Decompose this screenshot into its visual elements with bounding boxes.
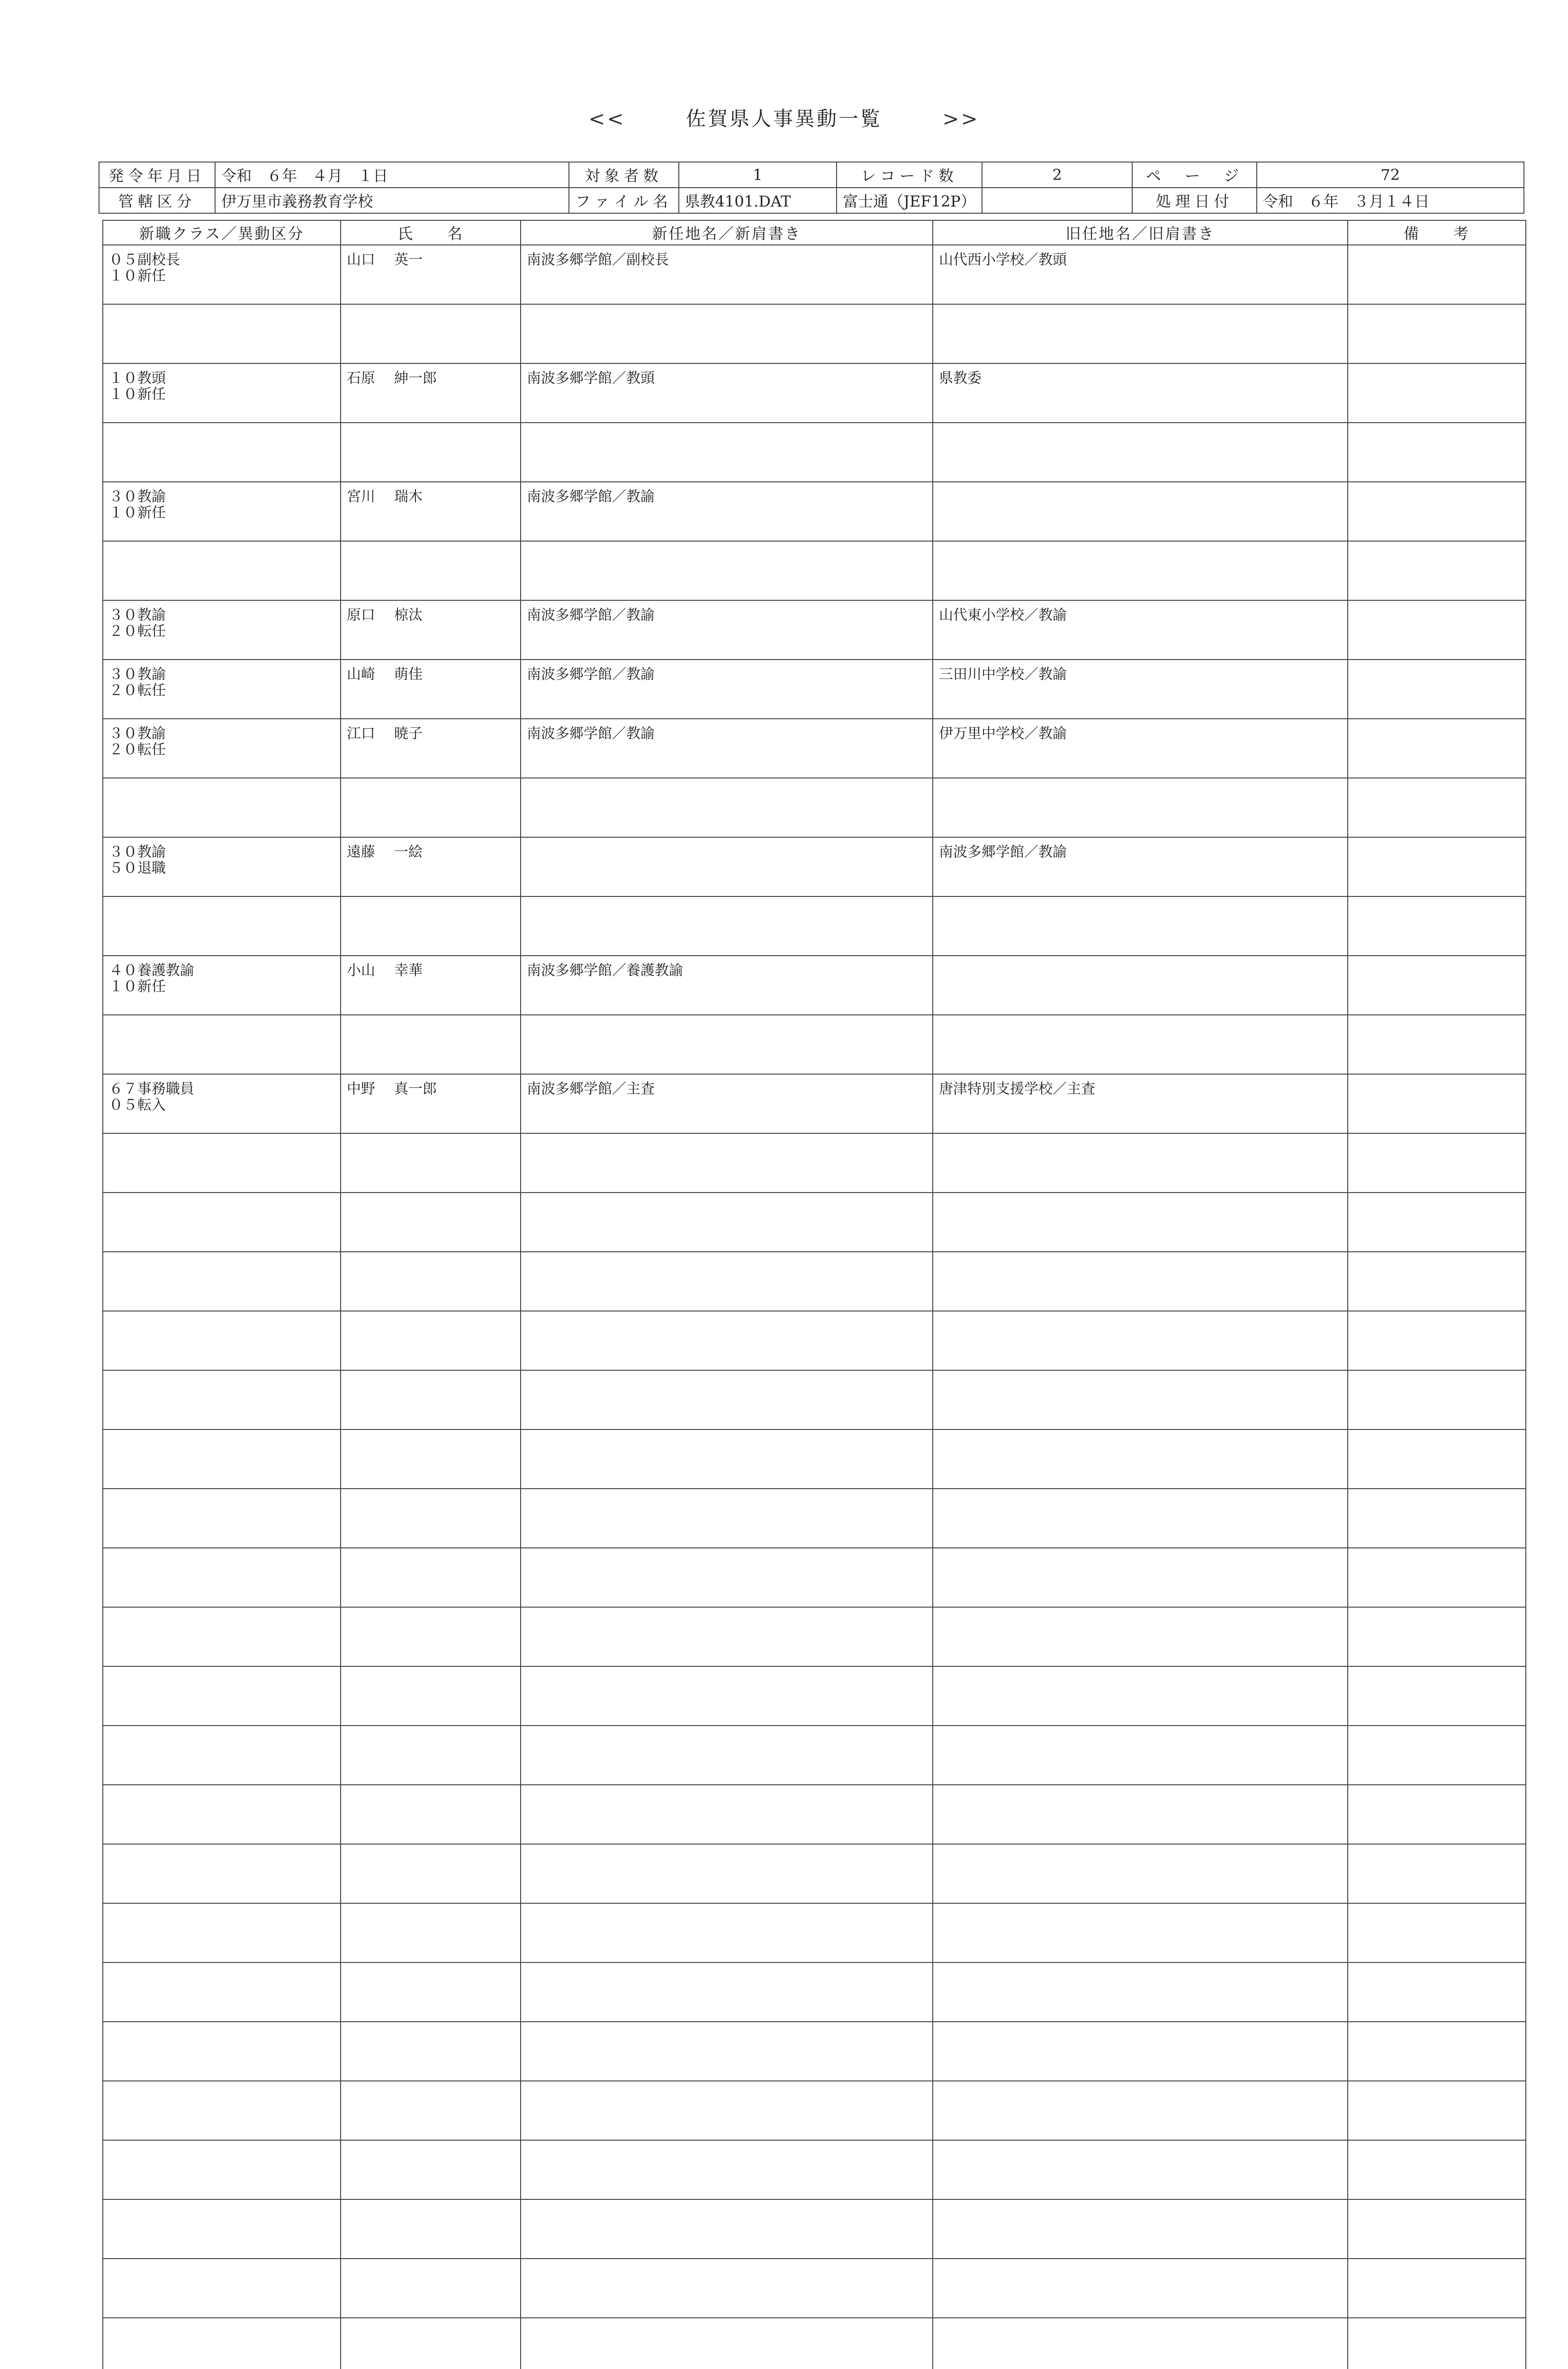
old-post-cell [933, 1489, 1348, 1548]
transfer-kind: ５０退職 [109, 860, 166, 877]
class-cell [103, 245, 341, 304]
class-cell [103, 1903, 341, 1962]
table-row [103, 541, 1526, 600]
col-header-class: 新職クラス／異動区分 [103, 220, 341, 245]
class-cell [103, 2022, 341, 2081]
new-post-cell [521, 423, 933, 482]
table-row [103, 719, 1526, 778]
header-row-2 [99, 188, 1524, 213]
remarks-cell [1348, 660, 1526, 719]
table-row [103, 423, 1526, 482]
title-text: 佐賀県人事異動一覧 [685, 107, 882, 130]
surname: 宮川 [347, 488, 375, 505]
name-cell [341, 2318, 521, 2369]
table-row [103, 1607, 1526, 1666]
remarks-cell [1348, 1548, 1526, 1607]
new-post-cell [521, 2318, 933, 2369]
issue-date-label: 発令年月日 [99, 162, 215, 188]
transfer-kind: １０新任 [109, 978, 166, 995]
remarks-cell [1348, 837, 1526, 896]
new-post-cell [521, 1548, 933, 1607]
class-cell [103, 1548, 341, 1607]
name-cell [341, 1548, 521, 1607]
remarks-cell [1348, 1311, 1526, 1370]
name-cell [341, 541, 521, 600]
name-cell [341, 1429, 521, 1489]
class-cell [103, 1607, 341, 1666]
new-post-cell [521, 1252, 933, 1311]
process-date-value: 令和 ６年 ３月１４日 [1257, 188, 1524, 213]
old-post-cell [933, 1785, 1348, 1844]
class-cell [103, 2199, 341, 2259]
class-cell [103, 1074, 341, 1133]
remarks-cell [1348, 1666, 1526, 1726]
name-cell [341, 896, 521, 956]
given-name: 英一 [394, 252, 423, 268]
col-header-old-post: 旧任地名／旧肩書き [933, 220, 1348, 245]
class-cell [103, 1962, 341, 2022]
header-row-1 [99, 162, 1524, 188]
name-cell [341, 1726, 521, 1785]
table-row [103, 2022, 1526, 2081]
class-cell [103, 1311, 341, 1370]
class-cell [103, 1785, 341, 1844]
old-post-cell [933, 896, 1348, 956]
column-header-row [103, 220, 1526, 245]
given-name: 一絵 [394, 844, 423, 860]
old-post-cell [933, 423, 1348, 482]
class-cell [103, 363, 341, 423]
class-cell [103, 956, 341, 1015]
name-cell [341, 1489, 521, 1548]
class-cell [103, 1666, 341, 1726]
new-post-cell [521, 1726, 933, 1785]
new-post-cell [521, 1666, 933, 1726]
job-class: ０５副校長 [109, 252, 180, 268]
remarks-cell [1348, 1252, 1526, 1311]
page-label: ペ ー ジ [1132, 162, 1256, 188]
table-row [103, 1074, 1526, 1133]
remarks-cell [1348, 304, 1526, 363]
col-header-remarks: 備 考 [1348, 220, 1526, 245]
transfer-kind: １０新任 [109, 268, 166, 284]
name-cell [341, 245, 521, 304]
new-post-cell: 南波多郷学館／主査 [521, 1074, 933, 1133]
name-cell [341, 423, 521, 482]
remarks-cell [1348, 1074, 1526, 1133]
old-post-cell [933, 778, 1348, 837]
job-class: ３０教諭 [109, 725, 166, 742]
class-cell [103, 482, 341, 541]
old-post-cell [933, 2022, 1348, 2081]
old-post-cell [933, 2259, 1348, 2318]
issue-date-value: 令和 ６年 ４月 １日 [215, 162, 568, 188]
name-cell [341, 956, 521, 1015]
class-cell [103, 1193, 341, 1252]
target-count-label: 対象者数 [569, 162, 679, 188]
job-class: ３０教諭 [109, 666, 166, 683]
name-cell [341, 2081, 521, 2140]
col-header-new-post: 新任地名／新肩書き [521, 220, 933, 245]
job-class: １０教頭 [109, 370, 166, 387]
header-table [99, 162, 1524, 214]
new-post-cell [521, 1370, 933, 1429]
new-post-cell [521, 2022, 933, 2081]
class-cell [103, 1429, 341, 1489]
table-row [103, 1548, 1526, 1607]
new-post-cell [521, 1193, 933, 1252]
remarks-cell [1348, 778, 1526, 837]
remarks-cell [1348, 423, 1526, 482]
surname: 山口 [347, 252, 375, 268]
table-row [103, 837, 1526, 896]
table-row [103, 1903, 1526, 1962]
name-cell [341, 2140, 521, 2199]
table-row [103, 600, 1526, 660]
class-cell [103, 1252, 341, 1311]
old-post-cell [933, 1844, 1348, 1903]
name-cell [341, 660, 521, 719]
transfer-kind: ２０転任 [109, 741, 166, 758]
new-post-cell [521, 2081, 933, 2140]
table-row [103, 245, 1526, 304]
name-cell [341, 600, 521, 660]
transfer-kind: １０新任 [109, 505, 166, 521]
old-post-cell [933, 1962, 1348, 2022]
new-post-cell: 南波多郷学館／養護教諭 [521, 956, 933, 1015]
table-row [103, 1726, 1526, 1785]
class-cell [103, 2140, 341, 2199]
class-cell [103, 304, 341, 363]
class-cell [103, 423, 341, 482]
surname: 中野 [347, 1081, 375, 1097]
name-cell [341, 1252, 521, 1311]
name-cell [341, 1370, 521, 1429]
new-post-cell: 南波多郷学館／教諭 [521, 600, 933, 660]
given-name: 真一郎 [394, 1081, 437, 1097]
record-count-label: レコード数 [837, 162, 982, 188]
old-post-cell: 三田川中学校／教諭 [933, 660, 1348, 719]
col-header-name: 氏 名 [341, 220, 521, 245]
name-cell [341, 304, 521, 363]
new-post-cell [521, 837, 933, 896]
old-post-cell [933, 956, 1348, 1015]
new-post-cell [521, 2259, 933, 2318]
name-cell [341, 1844, 521, 1903]
table-row [103, 2081, 1526, 2140]
file-name-label: ファイル名 [569, 188, 679, 213]
device-value: 富士通（JEF12P） [837, 188, 982, 213]
class-cell [103, 1133, 341, 1193]
remarks-cell [1348, 600, 1526, 660]
remarks-cell [1348, 956, 1526, 1015]
class-cell [103, 660, 341, 719]
device-value-tail [982, 188, 1133, 213]
record-count-value: 2 [982, 162, 1133, 188]
name-cell [341, 778, 521, 837]
table-row [103, 304, 1526, 363]
new-post-cell [521, 1311, 933, 1370]
remarks-cell [1348, 1489, 1526, 1548]
new-post-cell [521, 1785, 933, 1844]
new-post-cell: 南波多郷学館／教諭 [521, 660, 933, 719]
table-row [103, 2259, 1526, 2318]
given-name: 幸華 [394, 962, 423, 979]
remarks-cell [1348, 1726, 1526, 1785]
surname: 江口 [347, 725, 375, 742]
remarks-cell [1348, 1844, 1526, 1903]
name-cell [341, 1666, 521, 1726]
table-row [103, 482, 1526, 541]
table-row [103, 1785, 1526, 1844]
given-name: 椋汰 [394, 607, 423, 624]
new-post-cell [521, 2199, 933, 2259]
new-post-cell [521, 1133, 933, 1193]
old-post-cell [933, 1015, 1348, 1074]
name-cell [341, 1785, 521, 1844]
new-post-cell [521, 1607, 933, 1666]
table-row [103, 1311, 1526, 1370]
table-row [103, 363, 1526, 423]
new-post-cell [521, 304, 933, 363]
old-post-cell [933, 2081, 1348, 2140]
table-row [103, 1489, 1526, 1548]
old-post-cell: 伊万里中学校／教諭 [933, 719, 1348, 778]
old-post-cell: 山代西小学校／教頭 [933, 245, 1348, 304]
table-row [103, 2318, 1526, 2369]
old-post-cell [933, 1133, 1348, 1193]
class-cell [103, 896, 341, 956]
name-cell [341, 1015, 521, 1074]
surname: 原口 [347, 607, 375, 624]
table-row [103, 1962, 1526, 2022]
job-class: ４０養護教諭 [109, 962, 194, 979]
class-cell [103, 1015, 341, 1074]
old-post-cell [933, 1666, 1348, 1726]
remarks-cell [1348, 245, 1526, 304]
old-post-cell: 唐津特別支援学校／主査 [933, 1074, 1348, 1133]
new-post-cell [521, 1429, 933, 1489]
given-name: 紳一郎 [394, 370, 437, 387]
name-cell [341, 2259, 521, 2318]
name-cell [341, 2199, 521, 2259]
job-class: ３０教諭 [109, 844, 166, 860]
class-cell [103, 1370, 341, 1429]
class-cell [103, 837, 341, 896]
old-post-cell [933, 1607, 1348, 1666]
table-row [103, 660, 1526, 719]
name-cell [341, 2022, 521, 2081]
title-right-bracket: >> [942, 107, 980, 130]
table-row [103, 2199, 1526, 2259]
old-post-cell [933, 2318, 1348, 2369]
given-name: 萌佳 [394, 666, 423, 683]
new-post-cell: 南波多郷学館／副校長 [521, 245, 933, 304]
remarks-cell [1348, 2022, 1526, 2081]
table-row [103, 1252, 1526, 1311]
job-class: ３０教諭 [109, 607, 166, 624]
old-post-cell [933, 304, 1348, 363]
class-cell [103, 1726, 341, 1785]
old-post-cell [933, 1193, 1348, 1252]
new-post-cell [521, 1015, 933, 1074]
remarks-cell [1348, 1785, 1526, 1844]
target-count-value: 1 [679, 162, 837, 188]
old-post-cell [933, 1370, 1348, 1429]
new-post-cell [521, 1903, 933, 1962]
surname: 遠藤 [347, 844, 375, 860]
old-post-cell [933, 1311, 1348, 1370]
new-post-cell: 南波多郷学館／教頭 [521, 363, 933, 423]
name-cell [341, 1133, 521, 1193]
remarks-cell [1348, 1193, 1526, 1252]
class-cell [103, 1489, 341, 1548]
remarks-cell [1348, 1429, 1526, 1489]
name-cell [341, 1074, 521, 1133]
surname: 小山 [347, 962, 375, 979]
old-post-cell [933, 1548, 1348, 1607]
remarks-cell [1348, 1903, 1526, 1962]
old-post-cell [933, 2140, 1348, 2199]
remarks-cell [1348, 2081, 1526, 2140]
new-post-cell [521, 2140, 933, 2199]
table-row [103, 1133, 1526, 1193]
name-cell [341, 1311, 521, 1370]
class-cell [103, 541, 341, 600]
old-post-cell [933, 482, 1348, 541]
name-cell [341, 719, 521, 778]
file-name-value: 県教4101.DAT [679, 188, 837, 213]
table-row [103, 2140, 1526, 2199]
personnel-table [102, 220, 1526, 2369]
remarks-cell [1348, 363, 1526, 423]
new-post-cell [521, 1844, 933, 1903]
remarks-cell [1348, 719, 1526, 778]
page-title [0, 103, 1568, 132]
transfer-kind: ２０転任 [109, 682, 166, 699]
name-cell [341, 482, 521, 541]
remarks-cell [1348, 482, 1526, 541]
old-post-cell [933, 1903, 1348, 1962]
old-post-cell: 山代東小学校／教諭 [933, 600, 1348, 660]
page-number-value: 72 [1257, 162, 1524, 188]
surname: 山崎 [347, 666, 375, 683]
remarks-cell [1348, 1133, 1526, 1193]
surname: 石原 [347, 370, 375, 387]
transfer-kind: ２０転任 [109, 623, 166, 640]
remarks-cell [1348, 2259, 1526, 2318]
transfer-kind: ０５転入 [109, 1097, 166, 1113]
class-cell [103, 778, 341, 837]
remarks-cell [1348, 2318, 1526, 2369]
table-row [103, 1015, 1526, 1074]
old-post-cell [933, 1429, 1348, 1489]
table-row [103, 896, 1526, 956]
table-row [103, 1844, 1526, 1903]
new-post-cell [521, 778, 933, 837]
name-cell [341, 1962, 521, 2022]
remarks-cell [1348, 2140, 1526, 2199]
name-cell [341, 1903, 521, 1962]
new-post-cell: 南波多郷学館／教諭 [521, 482, 933, 541]
transfer-kind: １０新任 [109, 386, 166, 403]
remarks-cell [1348, 1015, 1526, 1074]
class-cell [103, 2081, 341, 2140]
old-post-cell: 県教委 [933, 363, 1348, 423]
name-cell [341, 363, 521, 423]
name-cell [341, 1607, 521, 1666]
class-cell [103, 600, 341, 660]
remarks-cell [1348, 1607, 1526, 1666]
old-post-cell [933, 541, 1348, 600]
table-row [103, 1666, 1526, 1726]
given-name: 暁子 [394, 725, 423, 742]
district-value: 伊万里市義務教育学校 [215, 188, 568, 213]
remarks-cell [1348, 896, 1526, 956]
new-post-cell [521, 1489, 933, 1548]
new-post-cell [521, 1962, 933, 2022]
old-post-cell [933, 1726, 1348, 1785]
title-left-bracket: << [588, 107, 626, 130]
remarks-cell [1348, 541, 1526, 600]
new-post-cell [521, 541, 933, 600]
old-post-cell [933, 2199, 1348, 2259]
job-class: ６７事務職員 [109, 1081, 194, 1097]
class-cell [103, 2318, 341, 2369]
new-post-cell: 南波多郷学館／教諭 [521, 719, 933, 778]
remarks-cell [1348, 2199, 1526, 2259]
district-label: 管轄区分 [99, 188, 215, 213]
table-row [103, 1429, 1526, 1489]
table-row [103, 956, 1526, 1015]
new-post-cell [521, 896, 933, 956]
table-row [103, 1370, 1526, 1429]
class-cell [103, 2259, 341, 2318]
old-post-cell [933, 1252, 1348, 1311]
table-row [103, 778, 1526, 837]
class-cell [103, 719, 341, 778]
name-cell [341, 837, 521, 896]
job-class: ３０教諭 [109, 488, 166, 505]
old-post-cell: 南波多郷学館／教諭 [933, 837, 1348, 896]
remarks-cell [1348, 1962, 1526, 2022]
given-name: 瑞木 [394, 488, 423, 505]
process-date-label: 処理日付 [1132, 188, 1256, 213]
class-cell [103, 1844, 341, 1903]
remarks-cell [1348, 1370, 1526, 1429]
name-cell [341, 1193, 521, 1252]
table-row [103, 1193, 1526, 1252]
